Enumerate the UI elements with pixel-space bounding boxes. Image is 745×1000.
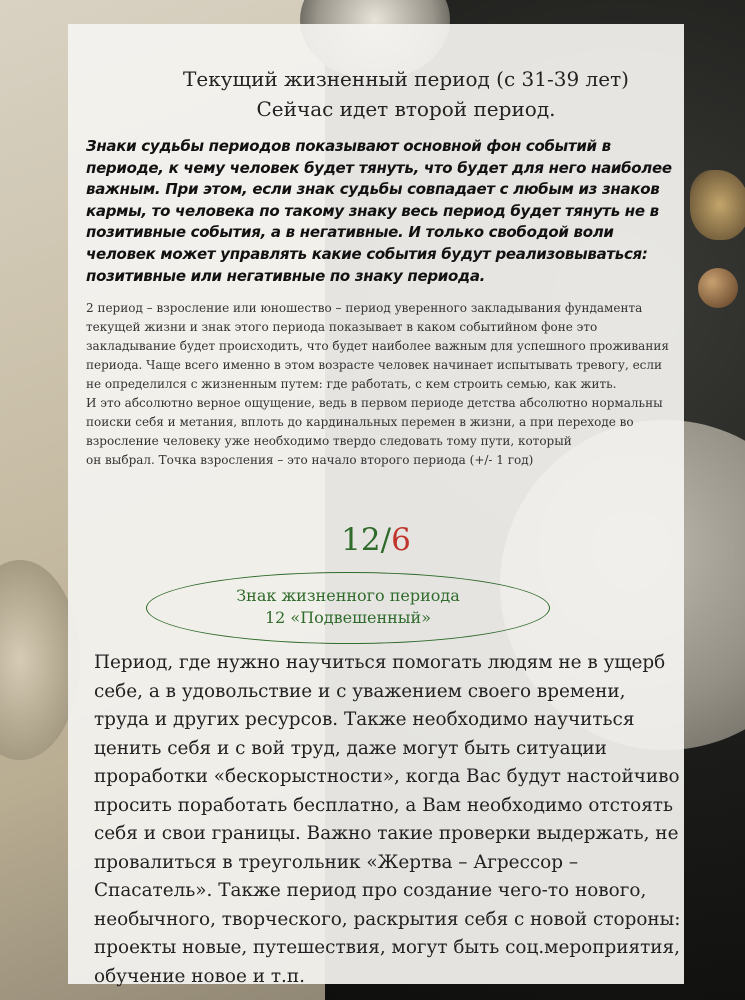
sign-oval bbox=[146, 572, 550, 644]
period-interpretation: Период, где нужно научиться помогать людям не в ущерб себе, а в удовольствие и с уважением своего времени, труда и других ресурсов. Также необходимо научиться ценить себя и с вой труд, даже могут быть ситуации проработки «бескорыстности», когда Вас будут настойчиво просить поработать бесплатно, а Вам необходимо отстоять себя и свои границы. Важно такие проверки выдержать, не провалиться в треугольник «Жертва – Агрессор – Спасатель». Также период про создание чего-то нового, необычного, творческого, раскрытия себя с новой стороны: проекты новые, путешествия, могут быть соц.мероприятия, обучение новое и т.п. bbox=[94, 652, 681, 987]
description-paragraph-3: он выбрал. Точка взросления – это начало второго периода (+/- 1 год) bbox=[86, 453, 534, 467]
content-panel bbox=[68, 24, 684, 987]
description-paragraph-1: 2 период – взросление или юношество – период уверенного закладывания фундамента текущей жизни и знак этого периода показывает в каком событийном фоне это закладывание будет происходить, что будет наиболее важным для успешного проживания периода. Чаще всего именно в этом возрасте человек начинает испытывать тревогу, если не определился с жизненным путем: где работать, с кем строить семью, как жить. bbox=[86, 301, 669, 391]
title-line-2: Сейчас идет второй период. bbox=[256, 97, 556, 121]
planet-illustration bbox=[698, 268, 738, 308]
period-description bbox=[86, 299, 671, 470]
sign-name: 12 «Подвешенный» bbox=[264, 608, 431, 627]
sign-label: Знак жизненного периода bbox=[236, 586, 460, 605]
title-line-1: Текущий жизненный период (с 31-39 лет) bbox=[183, 67, 629, 91]
number-second: 6 bbox=[391, 522, 411, 558]
destiny-numbers bbox=[68, 522, 684, 558]
number-first: 12 bbox=[341, 522, 381, 558]
number-separator: / bbox=[380, 522, 392, 558]
description-paragraph-2: И это абсолютно верное ощущение, ведь в первом периоде детства абсолютно нормальны поиски себя и метания, вплоть до кардинальных перемен в жизни, а при переходе во взросление человеку уже необходимо твердо следовать тому пути, который bbox=[86, 396, 663, 448]
intro-paragraph: Знаки судьбы периодов показывают основной фон событий в периоде, к чему человек будет тянуть, что будет для него наиболее важным. При этом, если знак судьбы совпадает с любым из знаков кармы, то человека по такому знаку весь период будет тянуть не в позитивные события, а в негативные. И только свободой воли человек может управлять какие события будут реализовываться: позитивные или негативные по знаку периода. bbox=[86, 137, 672, 285]
butterfly-illustration bbox=[690, 170, 745, 240]
page-title bbox=[68, 64, 684, 124]
